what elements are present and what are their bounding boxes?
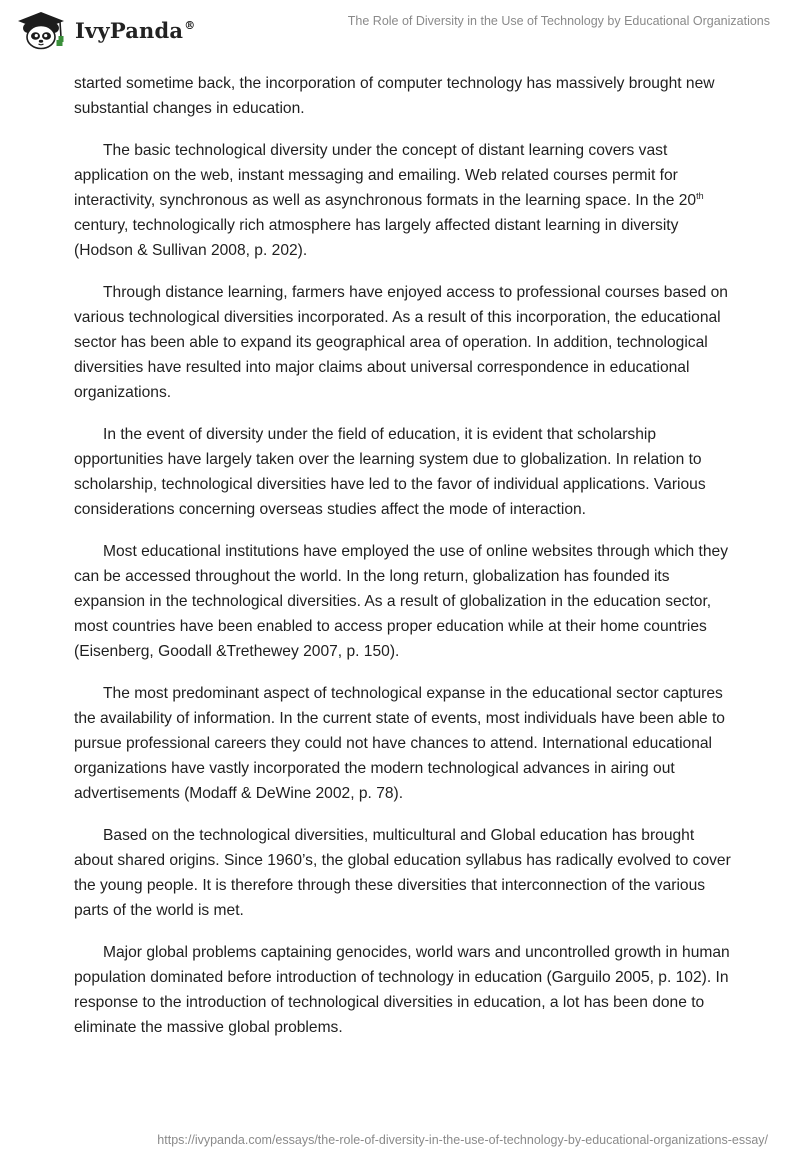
ivypanda-logo[interactable] — [14, 10, 195, 50]
page-header — [0, 0, 800, 60]
paragraph: The basic technological diversity under the concept of distant learning covers vast application on the web, instant messaging and emailing. Web related courses permit for interactivity, synchronous as well as asynchronous formats in the learning space. In the 20th century, technologically rich atmosphere has largely affected distant learning in diversity (Hodson & Sullivan 2008, p. 202). — [74, 142, 704, 259]
brand-name: IvyPanda® — [75, 17, 196, 43]
paragraph: Through distance learning, farmers have enjoyed access to professional courses based on various technological diversities incorporated. As a result of this incorporation, the educational sector has been able to expand its geographical area of operation. In addition, technological diversities have resulted into major claims about universal correspondence in educational organizations. — [74, 284, 728, 401]
panda-graduate-icon — [14, 10, 68, 50]
paragraph: started sometime back, the incorporation of computer technology has massively brought new substantial changes in education. — [74, 75, 715, 117]
registered-mark: ® — [184, 18, 196, 32]
document-title: The Role of Diversity in the Use of Technology by Educational Organizations — [347, 14, 770, 28]
paragraph: In the event of diversity under the field of education, it is evident that scholarship opportunities have largely taken over the learning system due to globalization. In relation to scholarship, technological diversities have led to the favor of individual applications. Various considerations concerning overseas studies affect the mode of interaction. — [74, 426, 706, 518]
paragraph: Based on the technological diversities, multicultural and Global education has brought about shared origins. Since 1960’s, the global education syllabus has radically evolved to cover the young people. It is therefore through these diversities that interconnection of the various parts of the world is met. — [74, 827, 731, 919]
source-url[interactable]: https://ivypanda.com/essays/the-role-of-diversity-in-the-use-of-technology-by-educational-organizations-essay/ — [157, 1133, 768, 1147]
paragraph: Major global problems captaining genocides, world wars and uncontrolled growth in human population dominated before introduction of technology in education (Garguilo 2005, p. 102). In response to the introduction of technological diversities in education, a lot has been done to eliminate the massive global problems. — [74, 944, 730, 1036]
paragraph: Most educational institutions have employed the use of online websites through which they can be accessed throughout the world. In the long return, globalization has founded its expansion in the technological diversities. As a result of globalization in the education sector, most countries have been enabled to access proper education while at their home countries (Eisenberg, Goodall &Trethewey 2007, p. 150). — [74, 543, 728, 660]
essay-body — [74, 71, 734, 1057]
ordinal-superscript: th — [696, 190, 704, 201]
paragraph: The most predominant aspect of technological expanse in the educational sector captures the availability of information. In the current state of events, most individuals have been able to pursue professional careers they could not have chances to attend. International educational organizations have vastly incorporated the modern technological advances in airing out advertisements (Modaff & DeWine 2002, p. 78). — [74, 685, 725, 802]
